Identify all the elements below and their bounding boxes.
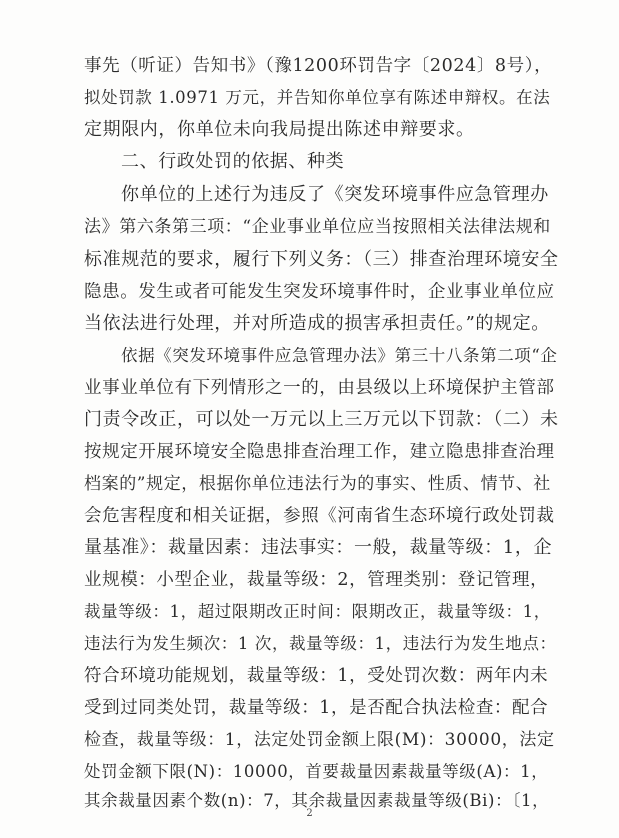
paragraph-line-16: 量基准》：裁量因素：违法事实：一般，裁量等级：1，企 [84,537,553,558]
paragraph-line-5: 你单位的上述行为违反了《突发环境事件应急管理办 [121,184,549,205]
paragraph-line-3: 定期限内，你单位未向我局提出陈述申辩要求。 [84,119,475,140]
paragraph-line-20: 符合环境功能规划，裁量等级：1，受处罚次数：两年内未 [84,666,549,686]
paragraph-line-23: 处罚金额下限(N)：10000，首要裁量因素裁量等级(A)：1， [84,762,549,781]
paragraph-line-9: 当依法进行处理，并对所造成的损害承担责任。”的规定。 [84,313,550,334]
paragraph-line-17: 业规模：小型企业，裁量等级：2，管理类别：登记管理， [84,570,549,590]
paragraph-line-15: 会危害程度和相关证据，参照《河南省生态环境行政处罚裁 [84,506,555,526]
paragraph-line-24: 其余裁量因素个数(n)：7，其余裁量因素裁量等级(Bi)：〔1， [84,791,550,810]
paragraph-line-1: 事先（听证）告知书》（豫1200环罚告字〔2024〕8号）， [84,56,553,76]
page-number: 2 [306,808,313,819]
paragraph-line-14: 档案的”规定，根据你单位违法行为的事实、性质、情节、社 [84,474,551,494]
paragraph-line-11: 业事业单位有下列情形之一的，由县级以上环境保护主管部 [84,378,555,398]
paragraph-line-6: 法》第六条第三项：“企业事业单位应当按照相关法律法规和 [84,217,551,237]
paragraph-line-8: 隐患。发生或者可能发生突发环境事件时，企业事业单位应 [84,282,555,302]
paragraph-line-13: 按规定开展环境安全隐患排查治理工作，建立隐患排查治理 [84,442,555,462]
paragraph-line-12: 门责令改正，可以处一万元以上三万元以下罚款：（二）未 [84,409,559,430]
paragraph-line-2: 拟处罚款 1.0971 万元，并告知你单位享有陈述申辩权。在法 [84,88,551,107]
paragraph-line-19: 违法行为发生频次：1 次，裁量等级：1，违法行为发生地点： [84,634,557,653]
paragraph-line-7: 标准规范的要求，履行下列义务：（三）排查治理环境安全 [84,249,559,270]
paragraph-line-10: 依据《突发环境事件应急管理办法》第三十八条第二项“企 [121,346,558,365]
section-heading: 二、行政处罚的依据、种类 [121,151,345,172]
paragraph-line-22: 检查，裁量等级：1，法定处罚金额上限(M)：30000，法定 [84,730,555,750]
paragraph-line-21: 受到过同类处罚，裁量等级：1，是否配合执法检查：配合 [84,698,549,718]
paragraph-line-18: 裁量等级：1，超过限期改正时间：限期改正，裁量等级：1， [84,602,551,621]
